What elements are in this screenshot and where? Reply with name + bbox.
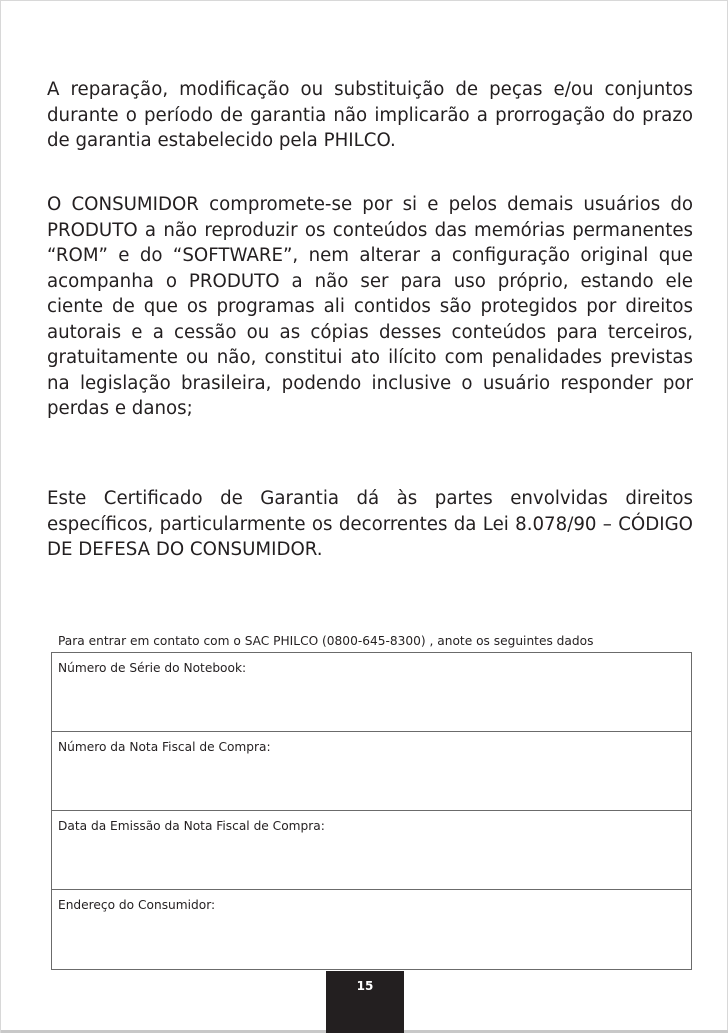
page-number-tab: [326, 971, 404, 1033]
form-field-label: Número de Série do Notebook:: [58, 661, 247, 675]
form-field-invoice-date[interactable]: [52, 811, 691, 890]
form-field-label: Endereço do Consumidor:: [58, 898, 216, 912]
form-field-consumer-address[interactable]: [52, 890, 691, 969]
form-field-label: Número da Nota Fiscal de Compra:: [58, 740, 271, 754]
paragraph-warranty-repair: A reparação, modificação ou substituição de peças e/ou conjuntos durante o período de garantia não implicarão a prorrogação do prazo de garantia estabelecido pela PHILCO.: [47, 79, 693, 151]
paragraph-consumer-commitment: O CONSUMIDOR compromete-se por si e pelos demais usuários do PRODUTO a não reproduzir os conteúdos das memórias permanentes “ROM” e do “SOFTWARE”, nem alterar a configuração original que acompanha o PRODUTO a não ser para uso próprio, estando ele ciente de que os programas ali contidos são protegidos por direitos autorais e a cessão ou as cópias desses conteúdos para terceiros, gratuitamente ou não, constitui ato ilícito com penalidades previstas na legislação brasileira, podendo inclusive o usuário responder por perdas e danos;: [47, 194, 693, 419]
form-field-invoice-number[interactable]: [52, 732, 691, 811]
paragraph-certificate-rights: Este Certificado de Garantia dá às partes envolvidas direitos específicos, particularmente os decorrentes da Lei 8.078/90 – CÓDIGO DE DEFESA DO CONSUMIDOR.: [47, 488, 693, 560]
form-field-label: Data da Emissão da Nota Fiscal de Compra:: [58, 819, 325, 833]
form-field-serial-number[interactable]: [52, 653, 691, 732]
contact-form: [51, 652, 692, 970]
contact-form-header: Para entrar em contato com o SAC PHILCO (0800-645-8300) , anote os seguintes dados: [58, 634, 594, 648]
page-number: 15: [356, 979, 374, 993]
